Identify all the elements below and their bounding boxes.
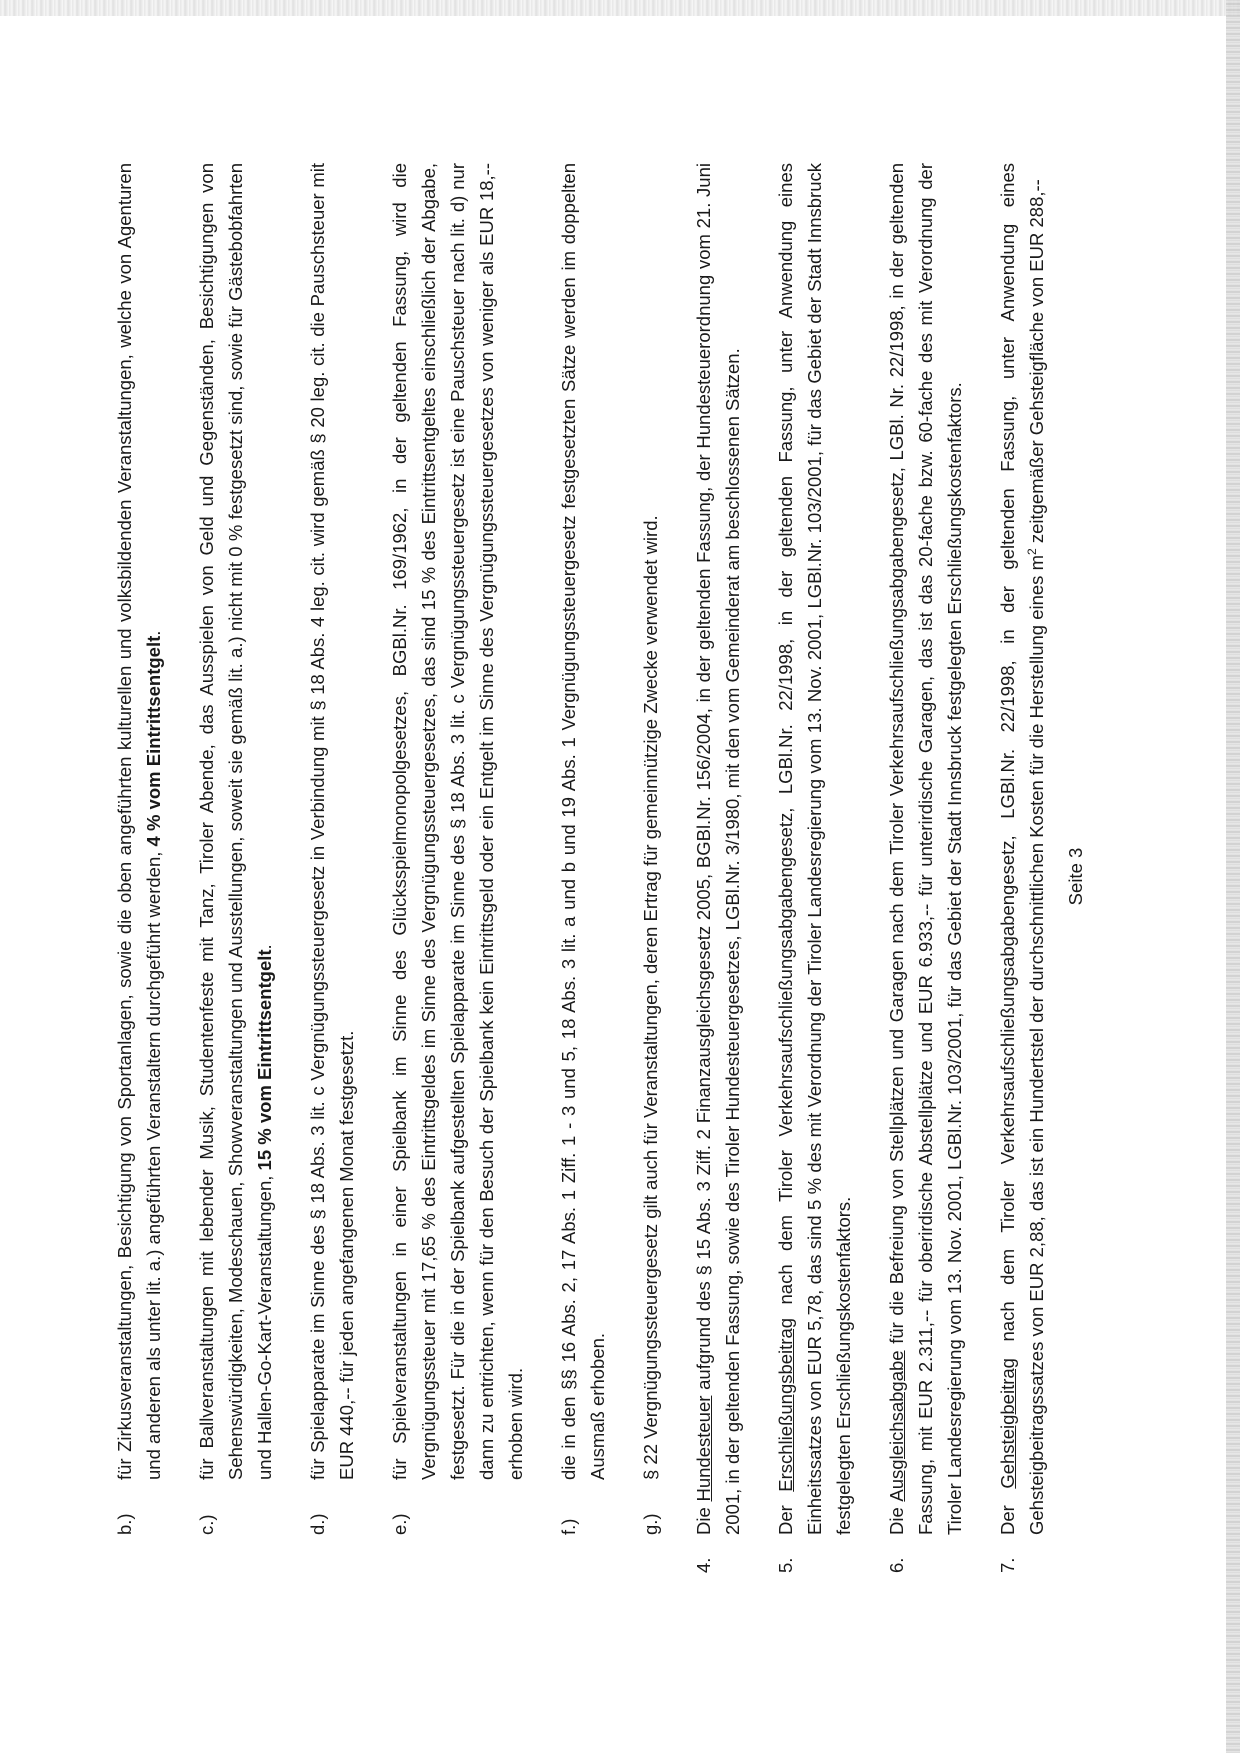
item-text: die in den §§ 16 Abs. 2, 17 Abs. 1 Ziff. 1 - 3 und 5, 18 Abs. 3 lit. a und b und 19 Abs. 1 Vergnügungssteuergesetz festgesetzten Sätze werden im doppelten Ausmaß erhoben.: [558, 163, 608, 1480]
page-number: Seite 3: [1065, 847, 1086, 906]
item-number: g.): [640, 1513, 661, 1535]
list-item-f: [554, 163, 612, 1573]
list-item-6: [882, 163, 969, 1573]
item-number: f.): [558, 1518, 579, 1535]
underlined-term: Erschließungsbeitrag: [775, 1317, 796, 1492]
item-text: für Spielapparate im Sinne des § 18 Abs. 3 lit. c Vergnügungssteuergesetz in Verbindung mit § 18 Abs. 4 leg. cit. wird gemäß § 20 leg. cit. die Pauschsteuer mit EUR 440,-- für jeden angefangenen Monat festgesetzt.: [307, 163, 357, 1480]
list-item-g: [636, 163, 665, 1573]
list-item-7: [993, 163, 1051, 1573]
item-text: für Zirkusveranstaltungen, Besichtigung von Sportanlagen, sowie die oben angeführten kulturellen und volksbildenden Veranstaltungen, welche von Agenturen und anderen als unter lit. a.) angeführten Veranstaltern durchgeführt werden, 4 % vom Eintrittsentgelt.: [114, 163, 164, 1480]
item-number: 4.: [693, 1557, 714, 1573]
item-number: c.): [196, 1514, 217, 1535]
list-item-b: [110, 163, 168, 1573]
list-item-e: [385, 163, 530, 1573]
list-item-c: [192, 163, 279, 1573]
item-text: Die Hundesteuer aufgrund des § 15 Abs. 3 Ziff. 2 Finanzausgleichsgesetz 2005, BGBl.Nr. 156/2004, in der geltenden Fassung, der Hundesteuerordnung vom 21. Juni 2001, in der geltenden Fassung, sowie des Tiroler Hundesteuergesetzes, LGBl.Nr. 3/1980, mit den vom Gemeinderat am beschlossenen Sätzen.: [693, 163, 743, 1535]
list-item-d: [303, 163, 361, 1573]
list-item-5: [771, 163, 858, 1573]
item-text: § 22 Vergnügungssteuergesetz gilt auch für Veranstaltungen, deren Ertrag für gemeinnützige Zwecke verwendet wird.: [640, 515, 661, 1480]
item-text: Die Ausgleichsabgabe für die Befreiung von Stellplätzen und Garagen nach dem Tiroler Verkehrsaufschließungsabgabengesetz, LGBl. Nr. 22/1998, in der geltenden Fassung, mit EUR 2.311,-- für oberirdische Abstellplätze und EUR 6.933,-- für unterirdische Garagen, das ist das 20-fache bzw. 60-fache des mit Verordnung der Tiroler Landesregierung vom 13. Nov. 2001, LGBl.Nr. 103/2001, für das Gebiet der Stadt Innsbruck festgelegten Erschließungskostenfaktors.: [886, 163, 965, 1535]
item-number: 5.: [775, 1557, 796, 1573]
underlined-term: Ausgleichsabgabe: [886, 1350, 907, 1502]
item-number: d.): [307, 1513, 328, 1535]
item-number: b.): [114, 1513, 135, 1535]
item-text: für Spielveranstaltungen in einer Spielbank im Sinne des Glücksspielmonopolgesetzes, BGBl.Nr. 169/1962, in der geltenden Fassung, wird die Vergnügungssteuer mit 17,65 % des Eintrittsgeldes im Sinne des Vergnügungssteuergesetzes, das sind 15 % des Eintrittsentgeltes einschließlich der Abgabe, festgesetzt. Für die in der Spielbank aufgestellten Spielapparate im Sinne des § 18 Abs. 3 lit. c Vergnügungssteuergesetz ist eine Pauschsteuer nach lit. d) nur dann zu entrichten, wenn für den Besuch der Spielbank kein Eintrittsgeld oder ein Entgelt im Sinne des Vergnügungssteuergesetzes von weniger als EUR 18,-- erhoben wird.: [389, 163, 526, 1480]
document-body: [110, 163, 1051, 1573]
bold-rate: 4 % vom Eintrittsentgelt: [143, 635, 164, 847]
item-text: Der Erschließungsbeitrag nach dem Tiroler Verkehrsaufschließungsabgabengesetz, LGBl.Nr. 22/1998, in der geltenden Fassung, unter Anwendung eines Einheitssatzes von EUR 5,78, das sind 5 % des mit Verordnung der Tiroler Landesregierung vom 13. Nov. 2001, LGBl.Nr. 103/2001, für das Gebiet der Stadt Innsbruck festgelegten Erschließungskostenfaktors.: [775, 163, 854, 1535]
bold-rate: 15 % vom Eintrittsentgelt: [254, 949, 275, 1171]
underlined-term: Gehsteigbeitrag: [997, 1358, 1018, 1489]
list-item-4: [689, 163, 747, 1573]
item-number: 6.: [886, 1557, 907, 1573]
item-text: Der Gehsteigbeitrag nach dem Tiroler Verkehrsaufschließungsabgabengesetz, LGBl.Nr. 22/1998, in der geltenden Fassung, unter Anwendung eines Gehsteigbeitragssatzes von EUR 2,88, das ist ein Hundertstel der durchschnittlichen Kosten für die Herstellung eines $m^2$ zeitgemäßer Gehsteigfläche von EUR 288,--: [997, 163, 1047, 1535]
item-number: e.): [389, 1513, 410, 1535]
underlined-term: Hundesteuer: [693, 1395, 714, 1502]
item-number: 7.: [997, 1557, 1018, 1573]
item-text: für Ballveranstaltungen mit lebender Musik, Studentenfeste mit Tanz, Tiroler Abende, das Ausspielen von Geld und Gegenständen, Besichtigungen von Sehenswürdigkeiten, Modeschauen, Showveranstaltungen und Ausstellungen, soweit sie gemäß lit. a.) nicht mit 0 % festgesetzt sind, sowie für Gästebobfahrten und Hallen-Go-Kart-Veranstaltungen, 15 % vom Eintrittsentgelt.: [196, 163, 275, 1480]
